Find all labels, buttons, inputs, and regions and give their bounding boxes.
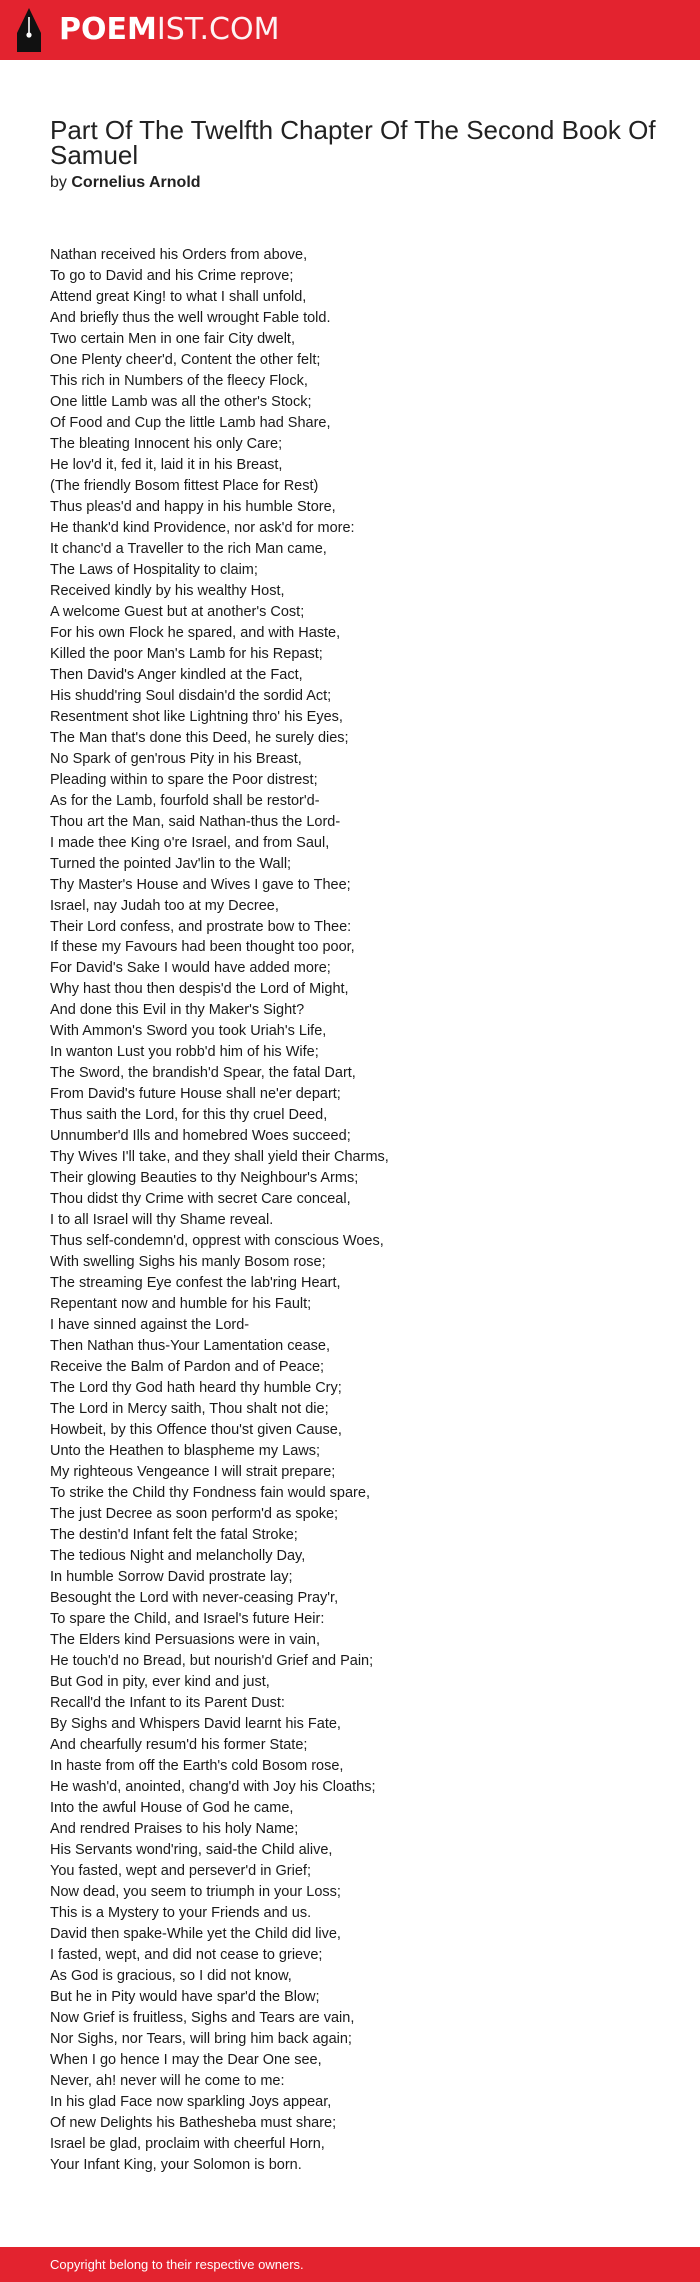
poem-line: A welcome Guest but at another's Cost;: [50, 603, 305, 620]
poem-line: Then David's Anger kindled at the Fact,: [50, 666, 303, 683]
poem-line: He touch'd no Bread, but nourish'd Grief and Pain;: [50, 1652, 374, 1669]
poem-line: Israel, nay Judah too at my Decree,: [50, 897, 279, 914]
poem-line: Thou art the Man, said Nathan-thus the Lord-: [50, 813, 341, 830]
poem-line: Your Infant King, your Solomon is born.: [50, 2156, 302, 2173]
poem-line: To spare the Child, and Israel's future Heir:: [50, 1610, 325, 1627]
poem-line: As God is gracious, so I did not know,: [50, 1967, 292, 1984]
poem-line: The just Decree as soon perform'd as spoke;: [50, 1506, 339, 1523]
poem-line: Thus saith the Lord, for this thy cruel Deed,: [50, 1107, 328, 1124]
poem-line: Recall'd the Infant to its Parent Dust:: [50, 1694, 285, 1711]
author-name[interactable]: Cornelius Arnold: [71, 174, 201, 191]
poem-line: It chanc'd a Traveller to the rich Man came,: [50, 540, 327, 557]
site-logo[interactable]: [17, 8, 279, 52]
poem-line: Thus self-condemn'd, opprest with conscious Woes,: [50, 1233, 384, 1250]
poem-line: I fasted, wept, and did not cease to grieve;: [50, 1946, 323, 1963]
brand-name-bold: POEM: [59, 12, 157, 47]
poem-body: [50, 245, 660, 2176]
poem-line: The Elders kind Persuasions were in vain,: [50, 1631, 320, 1648]
poem-line: Now Grief is fruitless, Sighs and Tears are vain,: [50, 2009, 355, 2026]
poem-line: Nor Sighs, nor Tears, will bring him back again;: [50, 2030, 352, 2047]
brand-name-light: IST.COM: [156, 12, 280, 47]
poem-line: Attend great King! to what I shall unfold,: [50, 288, 307, 305]
poem-line: Howbeit, by this Offence thou'st given Cause,: [50, 1422, 342, 1439]
poem-line: This is a Mystery to your Friends and us.: [50, 1904, 312, 1921]
poem-line: Unto the Heathen to blaspheme my Laws;: [50, 1443, 321, 1460]
poem-line: Nathan received his Orders from above,: [50, 247, 308, 263]
poem-line: Into the awful House of God he came,: [50, 1799, 294, 1816]
poem-line: This rich in Numbers of the fleecy Flock,: [50, 372, 308, 389]
poem-line: The Lord thy God hath heard thy humble Cry;: [50, 1380, 342, 1397]
poem-line: Turned the pointed Jav'lin to the Wall;: [50, 855, 292, 872]
poem-line: For David's Sake I would have added more;: [50, 960, 331, 977]
poem-line: Repentant now and humble for his Fault;: [50, 1296, 312, 1313]
poem-line: I to all Israel will thy Shame reveal.: [50, 1212, 274, 1229]
poem-line: As for the Lamb, fourfold shall be restor'd-: [50, 792, 320, 809]
poem-line: His Servants wond'ring, said-the Child alive,: [50, 1841, 333, 1858]
poem-line: Thy Wives I'll take, and they shall yield their Charms,: [50, 1149, 389, 1166]
by-label: by: [50, 174, 67, 191]
poem-line: Of Food and Cup the little Lamb had Share,: [50, 414, 331, 431]
poem-line: Two certain Men in one fair City dwelt,: [50, 330, 295, 347]
poem-line: In haste from off the Earth's cold Bosom rose,: [50, 1757, 344, 1774]
poem-line: Never, ah! never will he come to me:: [50, 2072, 285, 2089]
poem-line: For his own Flock he spared, and with Haste,: [50, 624, 341, 641]
poem-line: By Sighs and Whispers David learnt his Fate,: [50, 1715, 341, 1732]
poem-line: With swelling Sighs his manly Bosom rose;: [50, 1254, 326, 1271]
poem-line: Their Lord confess, and prostrate bow to Thee:: [50, 918, 352, 935]
poem-line: The streaming Eye confest the lab'ring Heart,: [50, 1275, 341, 1292]
copyright-notice: Copyright belong to their respective owners.: [50, 2257, 304, 2272]
brand-name: [59, 12, 280, 47]
poem-line: Unnumber'd Ills and homebred Woes succeed;: [50, 1128, 351, 1145]
poem-line: With Ammon's Sword you took Uriah's Life,: [50, 1023, 327, 1040]
poem-line: You fasted, wept and persever'd in Grief;: [50, 1862, 311, 1879]
poem-line: To strike the Child thy Fondness fain would spare,: [50, 1485, 370, 1502]
poem-line: Receive the Balm of Pardon and of Peace;: [50, 1359, 325, 1376]
poem-heading: [50, 115, 660, 193]
poem-line: I made thee King o're Israel, and from Saul,: [50, 834, 330, 851]
site-footer: [0, 2247, 700, 2282]
poem-line: The tedious Night and melancholly Day,: [50, 1548, 306, 1565]
poem-line: Besought the Lord with never-ceasing Pray'r,: [50, 1590, 339, 1606]
poem-line: Pleading within to spare the Poor distrest;: [50, 771, 318, 788]
poem-line: He thank'd kind Providence, nor ask'd for more:: [50, 519, 355, 536]
poem-line: No Spark of gen'rous Pity in his Breast,: [50, 750, 302, 767]
poem-line: When I go hence I may the Dear One see,: [50, 2051, 322, 2068]
poem-line: The Laws of Hospitality to claim;: [50, 561, 258, 578]
poem-line: But God in pity, ever kind and just,: [50, 1673, 270, 1690]
site-header: [0, 0, 700, 60]
poem-line: He wash'd, anointed, chang'd with Joy his Cloaths;: [50, 1778, 376, 1795]
poem-line: One Plenty cheer'd, Content the other felt;: [50, 351, 321, 368]
poem-line: His shudd'ring Soul disdain'd the sordid Act;: [50, 687, 332, 704]
poem-line: (The friendly Bosom fittest Place for Rest): [50, 477, 319, 494]
poem-line: Their glowing Beauties to thy Neighbour's Arms;: [50, 1170, 359, 1187]
poem-line: But he in Pity would have spar'd the Blow;: [50, 1988, 320, 2005]
poem-line: David then spake-While yet the Child did live,: [50, 1925, 341, 1942]
poem-line: The bleating Innocent his only Care;: [50, 435, 283, 452]
poem-line: Now dead, you seem to triumph in your Loss;: [50, 1883, 341, 1900]
poem-line: I have sinned against the Lord-: [50, 1317, 250, 1334]
poem-line: Israel be glad, proclaim with cheerful Horn,: [50, 2135, 325, 2152]
poem-line: The destin'd Infant felt the fatal Stroke;: [50, 1527, 298, 1544]
poem-line: In wanton Lust you robb'd him of his Wife;: [50, 1044, 319, 1061]
poem-line: Resentment shot like Lightning thro' his Eyes,: [50, 708, 343, 725]
poem-line: And rendred Praises to his holy Name;: [50, 1820, 299, 1837]
poem-line: If these my Favours had been thought too poor,: [50, 939, 355, 956]
poem-line: One little Lamb was all the other's Stock;: [50, 393, 312, 410]
poem-line: My righteous Vengeance I will strait prepare;: [50, 1464, 336, 1481]
poem-line: In humble Sorrow David prostrate lay;: [50, 1569, 293, 1586]
poem-line: The Man that's done this Deed, he surely dies;: [50, 729, 349, 746]
poem-line: And briefly thus the well wrought Fable told.: [50, 309, 331, 326]
poem-line: Thy Master's House and Wives I gave to Thee;: [50, 876, 351, 893]
poem-line: Of new Delights his Bathesheba must share;: [50, 2114, 337, 2131]
poem-line: Received kindly by his wealthy Host,: [50, 582, 285, 599]
poem-line: The Lord in Mercy saith, Thou shalt not die;: [50, 1401, 329, 1418]
poem-line: Thus pleas'd and happy in his humble Store,: [50, 498, 336, 515]
pen-nib-icon: [17, 8, 41, 52]
poem-title: Part Of The Twelfth Chapter Of The Second Book Of Samuel: [50, 115, 656, 170]
poem-line: Killed the poor Man's Lamb for his Repast;: [50, 645, 323, 662]
poem-line: Then Nathan thus-Your Lamentation cease,: [50, 1338, 330, 1355]
poem-line: In his glad Face now sparkling Joys appear,: [50, 2093, 332, 2110]
byline: [50, 173, 660, 193]
poem-line: He lov'd it, fed it, laid it in his Breast,: [50, 456, 283, 473]
poem-line: And chearfully resum'd his former State;: [50, 1736, 308, 1753]
poem-line: Thou didst thy Crime with secret Care conceal,: [50, 1191, 351, 1208]
poem-line: And done this Evil in thy Maker's Sight?: [50, 1002, 305, 1019]
poem-line: To go to David and his Crime reprove;: [50, 267, 294, 284]
poem-line: Why hast thou then despis'd the Lord of Might,: [50, 981, 349, 998]
poem-line: From David's future House shall ne'er depart;: [50, 1086, 341, 1103]
poem-line: The Sword, the brandish'd Spear, the fatal Dart,: [50, 1065, 356, 1082]
